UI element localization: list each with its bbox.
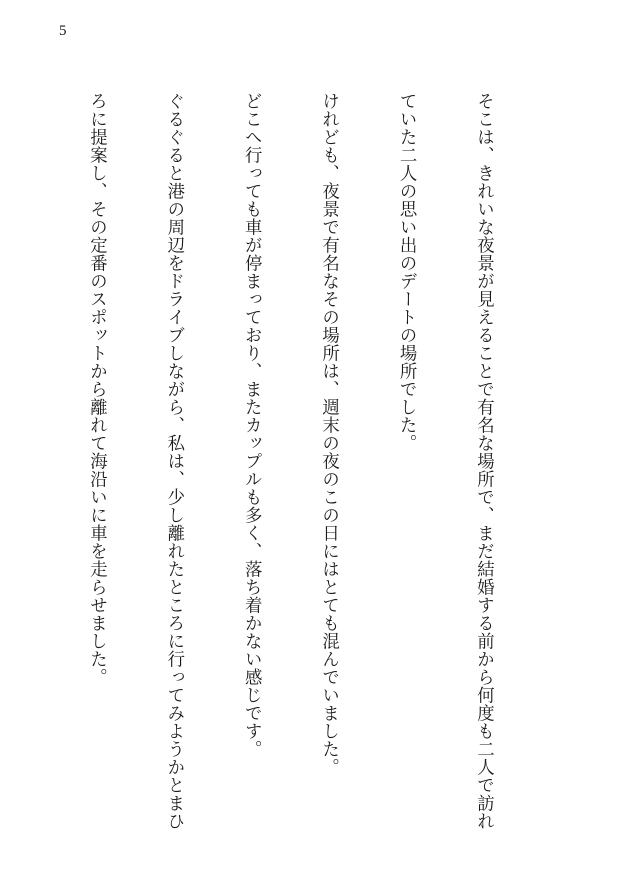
text-line: ぐるぐると港の周辺をドライブしながら、私は、少し離れたところに行ってみようかとまひ [163, 92, 184, 830]
page-number: 5 [59, 23, 67, 39]
text-line: どこへ行っても車が停まっており、またカップルも多く、落ち着かない感じです。 [241, 92, 262, 758]
text-line: そこは、きれいな夜景が見えることで有名な場所で、まだ結婚する前から何度も二人で訪れ [473, 92, 494, 830]
vertical-text-body [0, 92, 547, 852]
paragraph-break [5, 92, 31, 852]
text-line: ろに提案し、その定番のスポットから離れて海沿いに車を走らせました。 [86, 92, 107, 686]
text-line: ていた二人の思い出のデートの場所でした。 [396, 92, 417, 452]
text-line: けれども、夜景で有名なその場所は、週末の夜のこの日にはとても混んでいました。 [318, 92, 339, 776]
